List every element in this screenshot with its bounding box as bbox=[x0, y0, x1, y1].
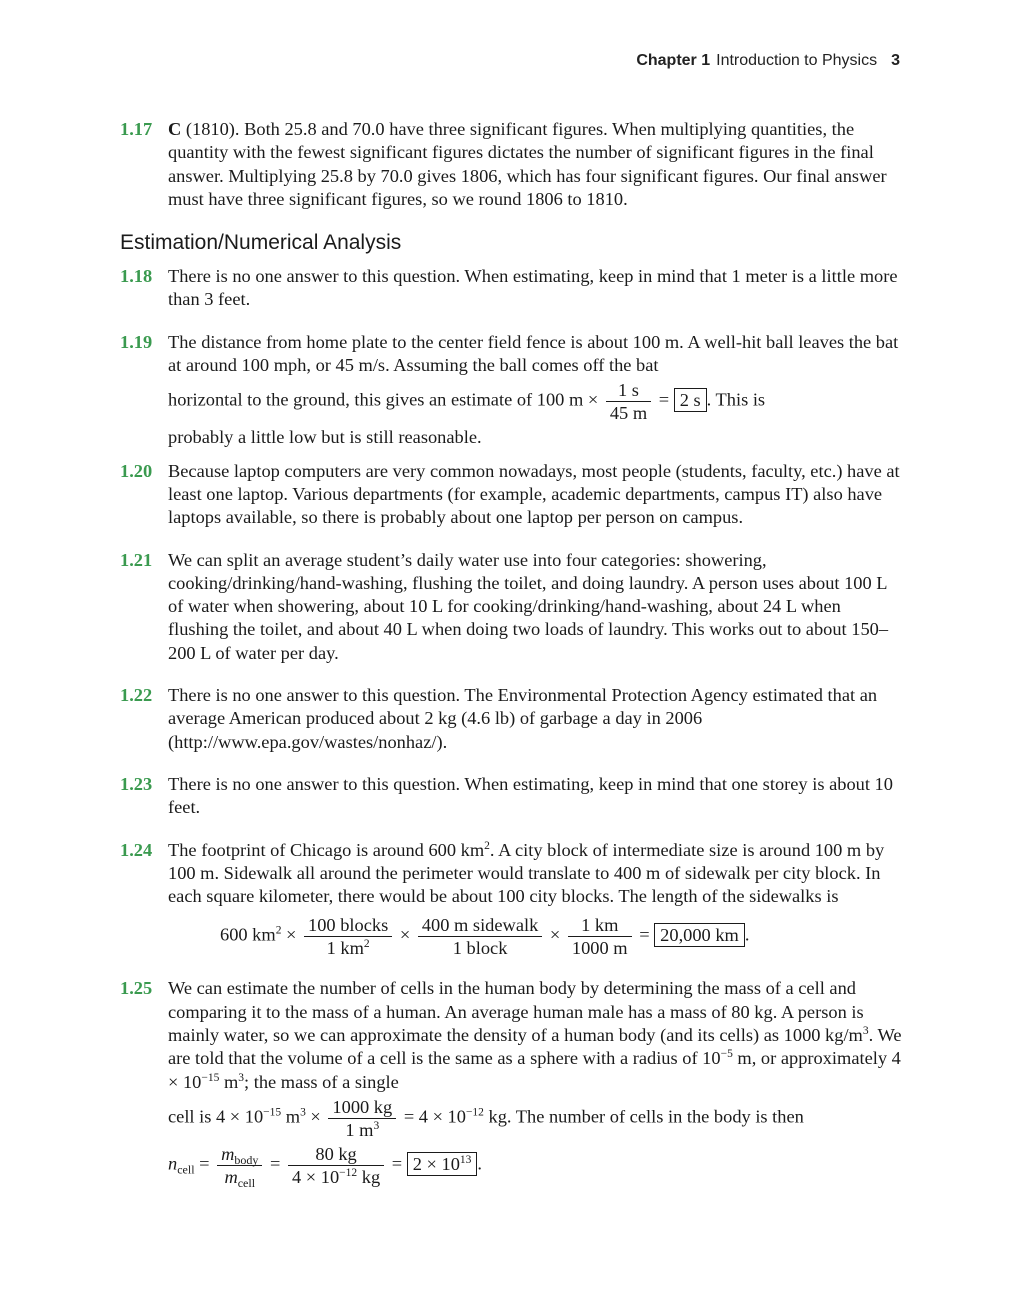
page-number: 3 bbox=[891, 52, 900, 69]
solution-text: . This is bbox=[706, 390, 766, 411]
problem-number: 1.23 bbox=[120, 773, 153, 794]
subscript: body bbox=[234, 1152, 259, 1167]
subscript: cell bbox=[177, 1162, 195, 1177]
fraction bbox=[568, 914, 632, 959]
denominator: 45 m bbox=[609, 403, 648, 424]
numerator: 80 kg bbox=[288, 1143, 384, 1166]
solution-text: . A city block of intermediate size is around 100 m by 100 m. Sidewalk all around the perimeter would translate to 400 m of sidewalk per city block. In each square kilometer, there would be about 100 city blocks. The length of the sidewalks is bbox=[168, 839, 885, 907]
times-sign: × bbox=[305, 1106, 321, 1127]
solution-text: m, or approximately 4 × 10 bbox=[168, 1048, 901, 1092]
superscript: 2 bbox=[484, 839, 490, 852]
superscript: 2 bbox=[363, 938, 370, 951]
superscript: 3 bbox=[373, 1119, 380, 1132]
denominator bbox=[288, 1166, 384, 1188]
superscript: 3 bbox=[300, 1106, 306, 1119]
solution-text: m bbox=[219, 1071, 239, 1092]
superscript: −15 bbox=[263, 1106, 282, 1119]
chapter-label: Chapter 1 bbox=[636, 52, 711, 69]
solution-text: m bbox=[281, 1106, 301, 1127]
solution-text: . We are told that the volume of a cell is the same as a sphere with a radius of 10 bbox=[168, 1025, 902, 1069]
denominator: 1000 m bbox=[571, 938, 628, 959]
fraction bbox=[418, 914, 542, 959]
times-sign: × bbox=[549, 925, 561, 946]
section-heading: Estimation/Numerical Analysis bbox=[120, 231, 402, 255]
problem-1-17 bbox=[120, 118, 902, 211]
equals-sign: = bbox=[658, 390, 670, 411]
fraction bbox=[328, 1096, 396, 1141]
problem-1-25 bbox=[120, 977, 902, 1190]
denominator: 1 block bbox=[452, 938, 508, 959]
math-line bbox=[168, 379, 902, 424]
problem-number: 1.18 bbox=[120, 266, 153, 287]
variable: m bbox=[224, 1166, 238, 1187]
solution-text: We can split an average student’s daily water use into four categories: showering, cooking/drinking/hand-washing, flushing the toilet, and doing laundry. A person uses about 100 L of water when showering, about 10 L for cooking/drinking/hand-washing, about 24 L when flushing the toilet, and about 40 L when doing two loads of laundry. This works out to about 150–200 L of water per day. bbox=[168, 549, 889, 663]
problem-1-22 bbox=[120, 684, 902, 754]
solution-text: There is no one answer to this question. When estimating, keep in mind that 1 meter is a little more than 3 feet. bbox=[168, 266, 898, 310]
solution-text: horizontal to the ground, this gives an estimate of 100 m × bbox=[168, 390, 599, 411]
solution-text: (1810). Both 25.8 and 70.0 have three significant figures. When multiplying quantities, the quantity with the fewest significant figures dictates the number of significant figures in the final answer. Multiplying 25.8 by 70.0 gives 1806, which has four significant figures. Our final answer must have three significant figures, so we round 1806 to 1810. bbox=[168, 119, 887, 209]
denominator bbox=[328, 1119, 396, 1141]
equals-sign: = bbox=[391, 1153, 403, 1174]
solution-text: ; the mass of a single bbox=[244, 1071, 399, 1092]
superscript: −15 bbox=[201, 1071, 220, 1084]
math-line bbox=[168, 1096, 902, 1141]
variable: n bbox=[168, 1153, 178, 1174]
denominator-text: 1 km bbox=[326, 938, 364, 959]
problem-number: 1.17 bbox=[120, 119, 153, 139]
superscript: 13 bbox=[459, 1153, 472, 1166]
subscript: cell bbox=[237, 1175, 256, 1190]
variable: m bbox=[221, 1143, 235, 1164]
denominator-text: 1 m bbox=[345, 1119, 374, 1140]
boxed-answer bbox=[407, 1152, 478, 1176]
denominator-text: kg bbox=[357, 1166, 381, 1187]
numerator: 400 m sidewalk bbox=[418, 914, 542, 937]
numerator: 1 km bbox=[568, 914, 632, 937]
times-sign: × bbox=[399, 925, 411, 946]
numerator: 1000 kg bbox=[328, 1096, 396, 1119]
boxed-answer: 20,000 km bbox=[654, 923, 745, 947]
fraction bbox=[606, 379, 651, 424]
solution-text: We can estimate the number of cells in the human body by determining the mass of a cell and comparing it to the mass of a human. An average human male has a mass of 80 kg. A person is mainly water, so we can approximate the density of a human body (and its cells) as 1000 kg/m bbox=[168, 978, 864, 1046]
problem-number: 1.25 bbox=[120, 978, 153, 999]
math-line bbox=[168, 1143, 902, 1188]
problem-number: 1.24 bbox=[120, 839, 153, 860]
problem-number: 1.22 bbox=[120, 685, 153, 706]
denominator bbox=[217, 1166, 262, 1188]
fraction bbox=[304, 914, 392, 959]
problem-number: 1.20 bbox=[120, 460, 153, 481]
problem-1-24 bbox=[120, 839, 902, 960]
punctuation: . bbox=[477, 1153, 483, 1174]
superscript: 3 bbox=[238, 1071, 245, 1084]
equals-sign: = bbox=[199, 1153, 210, 1174]
numerator: 1 s bbox=[606, 379, 651, 402]
denominator bbox=[304, 937, 392, 959]
solution-text: = 4 × 10 bbox=[403, 1106, 466, 1127]
denominator-text: 4 × 10 bbox=[292, 1166, 340, 1187]
running-header bbox=[636, 52, 900, 70]
solution-text: The footprint of Chicago is around 600 km bbox=[168, 839, 485, 860]
equals-sign: = bbox=[270, 1153, 281, 1174]
fraction bbox=[217, 1143, 262, 1188]
solution-text: probably a little low but is still reasonable. bbox=[168, 427, 482, 448]
numerator bbox=[217, 1143, 262, 1166]
page-content bbox=[120, 118, 902, 1190]
problem-1-21 bbox=[120, 549, 902, 665]
boxed-answer-text: 2 × 10 bbox=[412, 1153, 460, 1174]
equation bbox=[168, 914, 902, 959]
solution-text: There is no one answer to this question. The Environmental Protection Agency estimated that an average American produced about 2 kg (4.6 lb) of garbage a day in 2006 (http://www.epa.gov/wastes/nonhaz/). bbox=[168, 685, 878, 752]
solution-text: kg. The number of cells in the body is then bbox=[483, 1106, 804, 1127]
problem-1-23 bbox=[120, 773, 902, 820]
answer-choice: C bbox=[168, 119, 182, 139]
superscript: 2 bbox=[275, 925, 282, 938]
equals-sign: = bbox=[639, 925, 650, 946]
fraction bbox=[288, 1143, 384, 1188]
chapter-title: Introduction to Physics bbox=[716, 52, 878, 69]
superscript: −12 bbox=[465, 1106, 484, 1119]
superscript: −5 bbox=[720, 1048, 733, 1061]
solution-text: There is no one answer to this question. When estimating, keep in mind that one storey is about 10 feet. bbox=[168, 773, 893, 818]
times-sign: × bbox=[286, 925, 297, 946]
equation-term: 600 km bbox=[220, 925, 276, 946]
problem-1-19 bbox=[120, 331, 902, 450]
superscript: 3 bbox=[862, 1025, 869, 1038]
problem-1-18 bbox=[120, 265, 902, 312]
problem-1-20 bbox=[120, 460, 902, 530]
superscript: −12 bbox=[339, 1166, 358, 1179]
solution-text: Because laptop computers are very common nowadays, most people (students, faculty, etc.) have at least one laptop. Various departments (for example, academic departments, campus IT) also have laptops available, so there is probably about one laptop per person on campus. bbox=[168, 460, 900, 528]
solution-text: cell is 4 × 10 bbox=[168, 1106, 264, 1127]
punctuation: . bbox=[744, 925, 750, 946]
problem-number: 1.21 bbox=[120, 549, 153, 570]
solution-text: The distance from home plate to the center field fence is about 100 m. A well-hit ball leaves the bat at around 100 mph, or 45 m/s. Assuming the ball comes off the bat bbox=[168, 331, 899, 376]
numerator: 100 blocks bbox=[304, 914, 392, 937]
problem-number: 1.19 bbox=[120, 331, 153, 352]
boxed-answer: 2 s bbox=[674, 388, 707, 412]
